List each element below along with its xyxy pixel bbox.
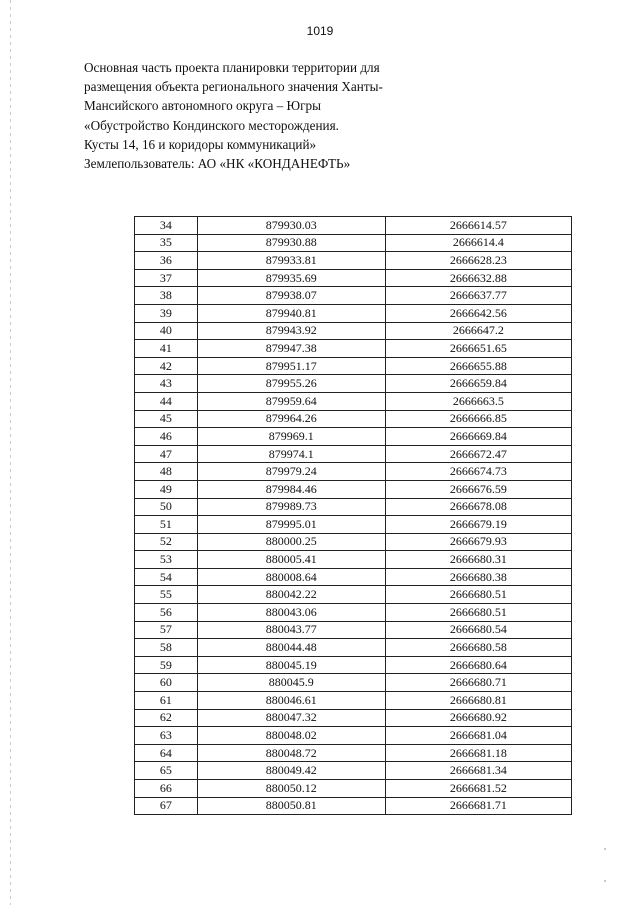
table-row: [135, 744, 572, 762]
x-coordinate-cell: 879984.46: [197, 480, 385, 498]
point-number-cell: 36: [135, 252, 198, 270]
y-coordinate-cell: 2666632.88: [385, 269, 571, 287]
y-coordinate-cell: 2666674.73: [385, 463, 571, 481]
point-number-cell: 37: [135, 269, 198, 287]
header-line: Кусты 14, 16 и коридоры коммуникаций»: [84, 136, 317, 152]
point-number-cell: 46: [135, 428, 198, 446]
table-row: [135, 797, 572, 815]
page-number: 1019: [306, 24, 334, 38]
point-number-cell: 61: [135, 692, 198, 710]
point-number-cell: 42: [135, 357, 198, 375]
x-coordinate-cell: 879938.07: [197, 287, 385, 305]
table-row: [135, 533, 572, 551]
table-row: [135, 604, 572, 622]
table-row: [135, 392, 572, 410]
table-row: [135, 727, 572, 745]
x-coordinate-cell: 879947.38: [197, 340, 385, 358]
x-coordinate-cell: 880000.25: [197, 533, 385, 551]
x-coordinate-cell: 880008.64: [197, 568, 385, 586]
y-coordinate-cell: 2666680.64: [385, 656, 571, 674]
y-coordinate-cell: 2666655.88: [385, 357, 571, 375]
x-coordinate-cell: 879955.26: [197, 375, 385, 393]
table-row: [135, 656, 572, 674]
table-row: [135, 428, 572, 446]
y-coordinate-cell: 2666681.34: [385, 762, 571, 780]
scan-speck: [604, 848, 606, 850]
y-coordinate-cell: 2666681.71: [385, 797, 571, 815]
table-row: [135, 217, 572, 235]
table-row: [135, 252, 572, 270]
x-coordinate-cell: 880043.77: [197, 621, 385, 639]
point-number-cell: 56: [135, 604, 198, 622]
x-coordinate-cell: 880045.9: [197, 674, 385, 692]
y-coordinate-cell: 2666666.85: [385, 410, 571, 428]
y-coordinate-cell: 2666679.19: [385, 516, 571, 534]
y-coordinate-cell: 2666676.59: [385, 480, 571, 498]
document-header: [84, 58, 384, 173]
table-row: [135, 480, 572, 498]
x-coordinate-cell: 880048.72: [197, 744, 385, 762]
point-number-cell: 63: [135, 727, 198, 745]
point-number-cell: 53: [135, 551, 198, 569]
table-row: [135, 357, 572, 375]
y-coordinate-cell: 2666659.84: [385, 375, 571, 393]
table-row: [135, 410, 572, 428]
point-number-cell: 40: [135, 322, 198, 340]
y-coordinate-cell: 2666679.93: [385, 533, 571, 551]
point-number-cell: 67: [135, 797, 198, 815]
point-number-cell: 34: [135, 217, 198, 235]
point-number-cell: 62: [135, 709, 198, 727]
point-number-cell: 44: [135, 392, 198, 410]
y-coordinate-cell: 2666680.31: [385, 551, 571, 569]
point-number-cell: 65: [135, 762, 198, 780]
point-number-cell: 35: [135, 234, 198, 252]
point-number-cell: 49: [135, 480, 198, 498]
scan-speck: [604, 880, 606, 882]
x-coordinate-cell: 879933.81: [197, 252, 385, 270]
table-row: [135, 463, 572, 481]
point-number-cell: 54: [135, 568, 198, 586]
header-line: Мансийского автономного округа – Югры: [84, 98, 321, 114]
x-coordinate-cell: 879989.73: [197, 498, 385, 516]
point-number-cell: 50: [135, 498, 198, 516]
y-coordinate-cell: 2666628.23: [385, 252, 571, 270]
table-row: [135, 516, 572, 534]
y-coordinate-cell: 2666678.08: [385, 498, 571, 516]
y-coordinate-cell: 2666663.5: [385, 392, 571, 410]
header-line: Основная часть проекта планировки территории для: [84, 60, 380, 75]
y-coordinate-cell: 2666651.65: [385, 340, 571, 358]
x-coordinate-cell: 880047.32: [197, 709, 385, 727]
point-number-cell: 55: [135, 586, 198, 604]
table-row: [135, 551, 572, 569]
x-coordinate-cell: 879974.1: [197, 445, 385, 463]
x-coordinate-cell: 880050.81: [197, 797, 385, 815]
y-coordinate-cell: 2666680.92: [385, 709, 571, 727]
table-row: [135, 375, 572, 393]
x-coordinate-cell: 880048.02: [197, 727, 385, 745]
point-number-cell: 52: [135, 533, 198, 551]
x-coordinate-cell: 880043.06: [197, 604, 385, 622]
x-coordinate-cell: 879959.64: [197, 392, 385, 410]
y-coordinate-cell: 2666637.77: [385, 287, 571, 305]
x-coordinate-cell: 879940.81: [197, 304, 385, 322]
point-number-cell: 51: [135, 516, 198, 534]
point-number-cell: 43: [135, 375, 198, 393]
coordinates-table: [134, 216, 572, 815]
point-number-cell: 41: [135, 340, 198, 358]
x-coordinate-cell: 879951.17: [197, 357, 385, 375]
table-row: [135, 586, 572, 604]
table-row: [135, 709, 572, 727]
x-coordinate-cell: 879930.88: [197, 234, 385, 252]
table-row: [135, 234, 572, 252]
y-coordinate-cell: 2666680.71: [385, 674, 571, 692]
table-row: [135, 304, 572, 322]
point-number-cell: 64: [135, 744, 198, 762]
y-coordinate-cell: 2666681.04: [385, 727, 571, 745]
landowner-line: Землепользователь: АО «НК «КОНДАНЕФТЬ»: [84, 156, 351, 172]
x-coordinate-cell: 879969.1: [197, 428, 385, 446]
table-row: [135, 639, 572, 657]
x-coordinate-cell: 880042.22: [197, 586, 385, 604]
y-coordinate-cell: 2666647.2: [385, 322, 571, 340]
y-coordinate-cell: 2666680.51: [385, 586, 571, 604]
point-number-cell: 48: [135, 463, 198, 481]
x-coordinate-cell: 880050.12: [197, 780, 385, 798]
x-coordinate-cell: 879964.26: [197, 410, 385, 428]
point-number-cell: 57: [135, 621, 198, 639]
table-row: [135, 322, 572, 340]
table-row: [135, 692, 572, 710]
y-coordinate-cell: 2666642.56: [385, 304, 571, 322]
x-coordinate-cell: 880046.61: [197, 692, 385, 710]
table-row: [135, 762, 572, 780]
table-row: [135, 445, 572, 463]
y-coordinate-cell: 2666680.58: [385, 639, 571, 657]
point-number-cell: 58: [135, 639, 198, 657]
x-coordinate-cell: 880044.48: [197, 639, 385, 657]
y-coordinate-cell: 2666681.18: [385, 744, 571, 762]
x-coordinate-cell: 879979.24: [197, 463, 385, 481]
y-coordinate-cell: 2666680.38: [385, 568, 571, 586]
point-number-cell: 47: [135, 445, 198, 463]
table-row: [135, 287, 572, 305]
x-coordinate-cell: 879930.03: [197, 217, 385, 235]
x-coordinate-cell: 880005.41: [197, 551, 385, 569]
point-number-cell: 39: [135, 304, 198, 322]
table-row: [135, 674, 572, 692]
x-coordinate-cell: 879935.69: [197, 269, 385, 287]
y-coordinate-cell: 2666669.84: [385, 428, 571, 446]
scan-edge-line: [10, 0, 11, 905]
point-number-cell: 66: [135, 780, 198, 798]
y-coordinate-cell: 2666614.4: [385, 234, 571, 252]
point-number-cell: 59: [135, 656, 198, 674]
table-row: [135, 269, 572, 287]
x-coordinate-cell: 880045.19: [197, 656, 385, 674]
coordinates-table-body: [135, 217, 572, 815]
point-number-cell: 45: [135, 410, 198, 428]
x-coordinate-cell: 880049.42: [197, 762, 385, 780]
table-row: [135, 780, 572, 798]
x-coordinate-cell: 879995.01: [197, 516, 385, 534]
y-coordinate-cell: 2666680.54: [385, 621, 571, 639]
table-row: [135, 568, 572, 586]
header-line: размещения объекта регионального значения Ханты-: [84, 79, 383, 95]
point-number-cell: 38: [135, 287, 198, 305]
y-coordinate-cell: 2666672.47: [385, 445, 571, 463]
y-coordinate-cell: 2666614.57: [385, 217, 571, 235]
point-number-cell: 60: [135, 674, 198, 692]
y-coordinate-cell: 2666680.51: [385, 604, 571, 622]
header-line: «Обустройство Кондинского месторождения.: [84, 117, 339, 133]
y-coordinate-cell: 2666681.52: [385, 780, 571, 798]
table-row: [135, 621, 572, 639]
x-coordinate-cell: 879943.92: [197, 322, 385, 340]
table-row: [135, 498, 572, 516]
table-row: [135, 340, 572, 358]
y-coordinate-cell: 2666680.81: [385, 692, 571, 710]
